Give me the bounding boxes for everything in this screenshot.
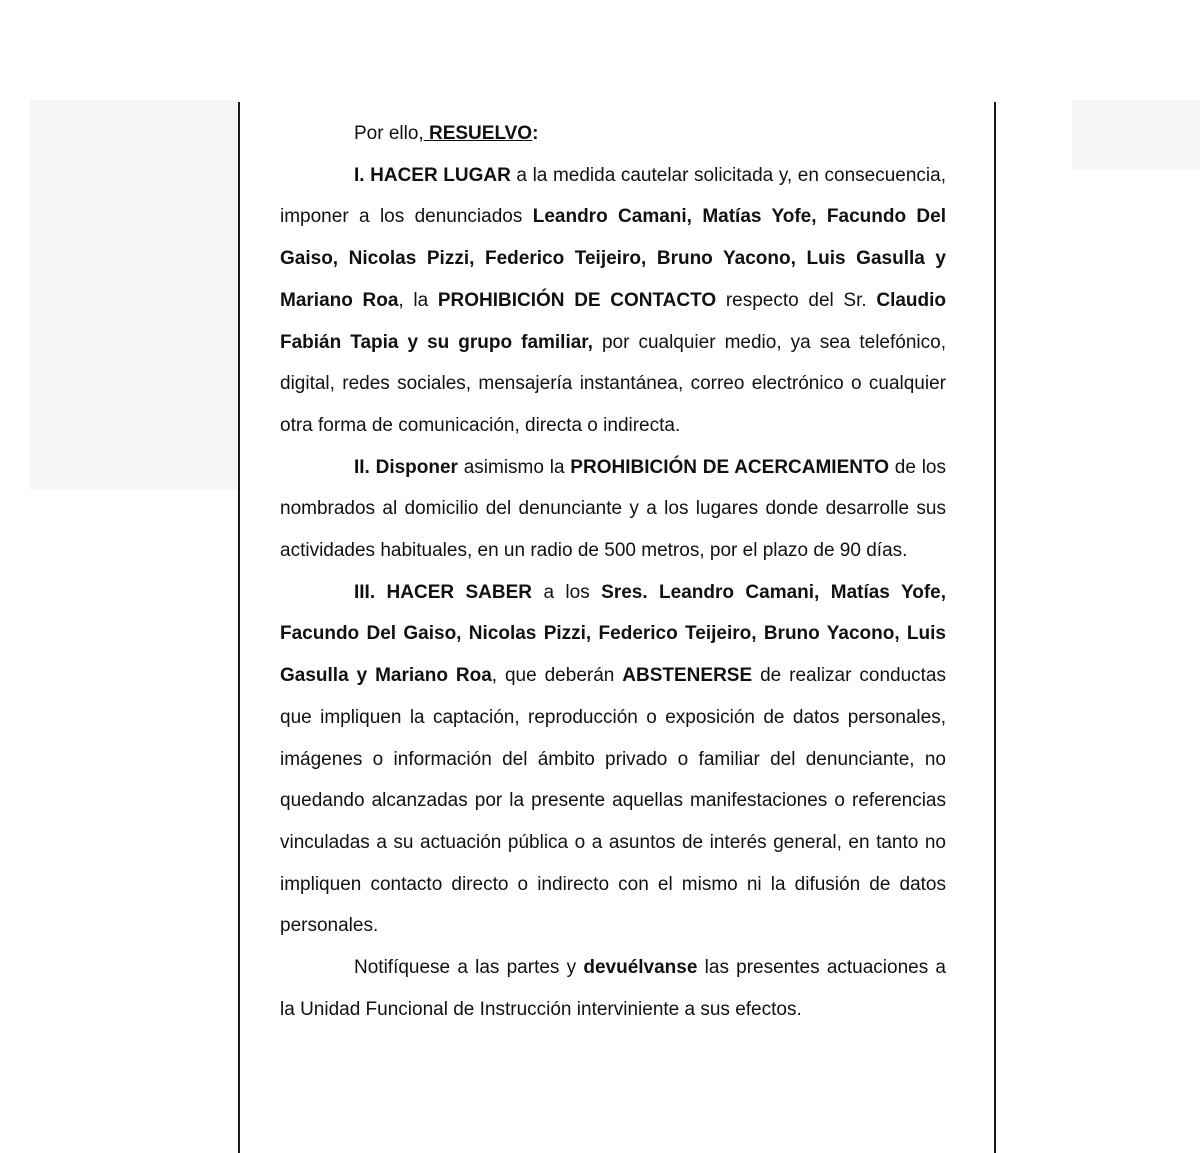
scan-shadow-right [1072, 100, 1200, 170]
item-1-subject: Claudio Fabián Tapia y su grupo familiar, [280, 289, 947, 353]
item-2-text-1: asimismo la [457, 456, 571, 478]
scan-shadow-left [30, 100, 238, 490]
item-1-names: Leandro Camani, Matías Yofe, Facundo Del Gaiso, Nicolas Pizzi, Federico Teijeiro, Bruno Yacono, Luis Gasulla y Mariano Roa [280, 206, 946, 311]
item-3-text-1: a los [532, 581, 602, 603]
page-border-left [238, 102, 240, 1153]
item-2-text-2: de los nombrados al domicilio del denunciante y a los lugares donde desarrolle sus actividades habituales, en un radio de 500 metros, por el plazo de 90 días. [280, 456, 946, 562]
resolution-keyword: RESUELVO [423, 123, 533, 144]
resolution-intro [280, 113, 946, 155]
item-3-names: Sres. Leandro Camani, Matías Yofe, Facundo Del Gaiso, Nicolas Pizzi, Federico Teijeiro, Bruno Yacono, Luis Gasulla y Mariano Roa [280, 581, 946, 687]
item-2-measure: PROHIBICIÓN DE ACERCAMIENTO [570, 456, 890, 478]
item-1-text-4: por cualquier medio, ya sea telefónico, digital, redes sociales, mensajería instantánea, correo electrónico o cualquier otra forma de comunicación, directa o indirecta. [280, 331, 946, 436]
intro-colon: : [532, 123, 539, 144]
item-3-text-2: , que deberán [491, 665, 623, 687]
closing-text-2: las presentes actuaciones a la Unidad Funcional de Instrucción interviniente a sus efectos. [280, 957, 946, 1020]
item-1-text-1: a la medida cautelar solicitada y, en consecuencia, imponer a los denunciados [280, 164, 946, 228]
item-1-label: I. HACER LUGAR [354, 164, 511, 186]
item-1-text-2: , la [398, 289, 438, 311]
closing-keyword: devuélvanse [583, 957, 698, 979]
item-3-keyword: ABSTENERSE [622, 665, 753, 687]
closing-text-1: Notifíquese a las partes y [354, 957, 584, 979]
item-3-label: III. HACER SABER [354, 581, 533, 603]
item-3-text-3: de realizar conductas que impliquen la captación, reproducción o exposición de datos personales, imágenes o información del ámbito privado o familiar del denunciante, no quedando alcanzadas por la presente aquellas manifestaciones o referencias vinculadas a su actuación pública o a asuntos de interés general, en tanto no impliquen contacto directo o indirecto con el mismo ni la difusión de datos personales. [280, 665, 946, 937]
page-border-right [994, 102, 996, 1153]
document-body [280, 113, 946, 1030]
resolution-item-1 [280, 155, 946, 447]
item-2-label: II. Disponer [354, 456, 458, 478]
item-1-text-3: respecto del Sr. [716, 289, 877, 311]
resolution-item-2 [280, 447, 946, 572]
resolution-closing [280, 947, 946, 1030]
item-1-measure: PROHIBICIÓN DE CONTACTO [437, 289, 717, 311]
resolution-item-3 [280, 572, 946, 947]
intro-lead: Por ello, [354, 123, 424, 144]
